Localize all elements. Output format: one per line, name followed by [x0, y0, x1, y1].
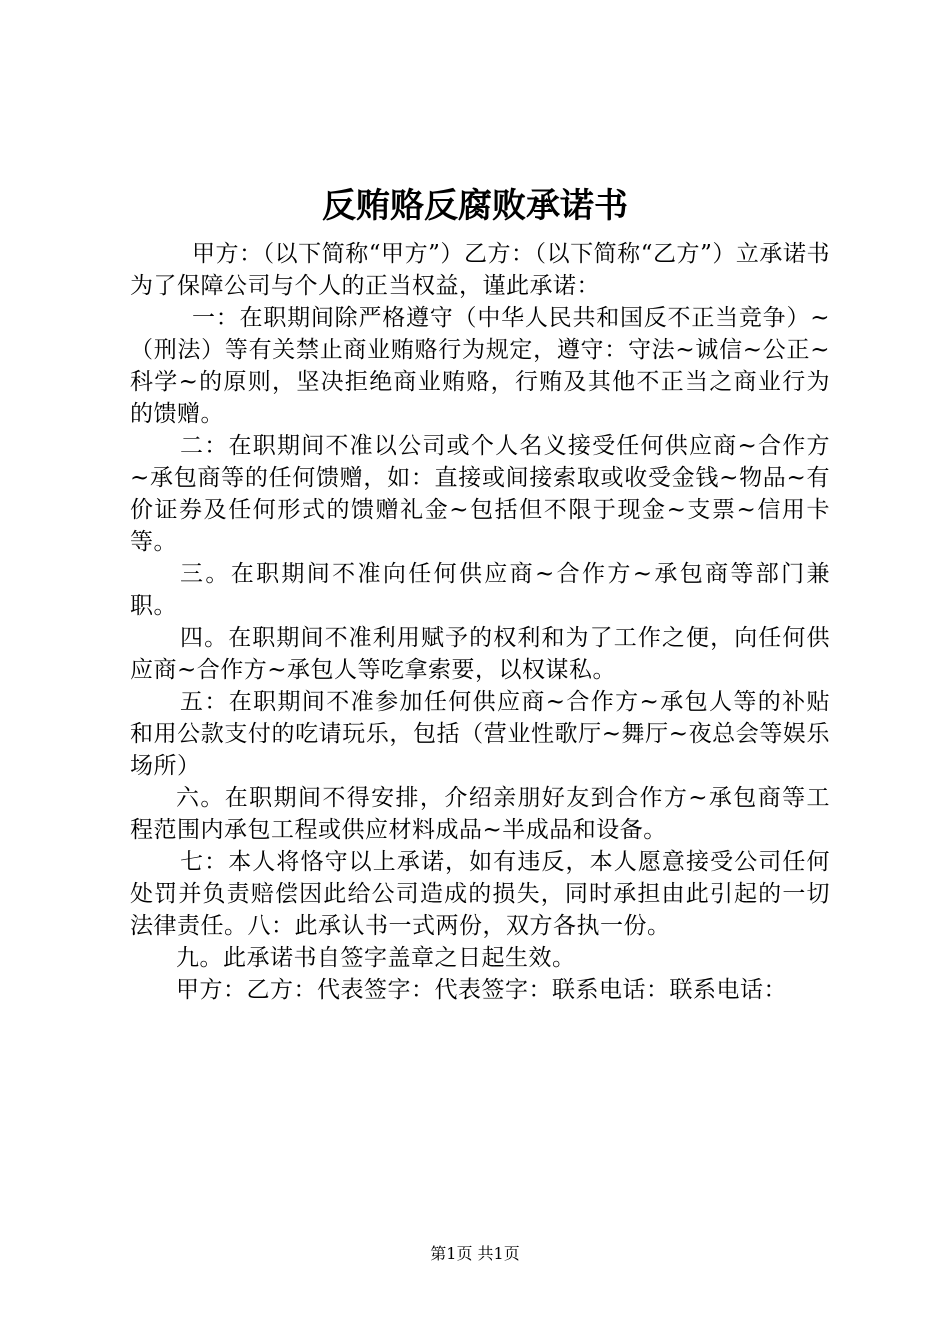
page-number-footer: 第1页 共1页 [430, 1244, 520, 1263]
paragraph-clause-6: 六。在职期间不得安排，介绍亲朋好友到合作方~承包商等工程范围内承包工程或供应材料成品~半成品和设备。 [130, 785, 830, 843]
document-title: 反贿赂反腐败承诺书 [322, 186, 628, 226]
paragraph-clause-2: 二：在职期间不准以公司或个人名义接受任何供应商~合作方~承包商等的任何馈赠，如：直接或间接索取或收受金钱~物品~有价证券及任何形式的馈赠礼金~包括但不限于现金~支票~信用卡等。 [130, 433, 830, 555]
document-body [130, 238, 830, 1006]
paragraph-clause-7-8: 七：本人将恪守以上承诺，如有违反，本人愿意接受公司任何处罚并负责赔偿因此给公司造成的损失，同时承担由此引起的一切法律责任。八：此承认书一式两份，双方各执一份。 [130, 849, 830, 939]
paragraph-parties: 甲方：（以下简称“甲方”）乙方：（以下简称“乙方”）立承诺书为了保障公司与个人的正当权益，谨此承诺： [130, 241, 830, 299]
paragraph-clause-3: 三。在职期间不准向任何供应商~合作方~承包商等部门兼职。 [130, 561, 830, 619]
paragraph-clause-4: 四。在职期间不准利用赋予的权利和为了工作之便，向任何供应商~合作方~承包人等吃拿索要，以权谋私。 [130, 625, 830, 683]
paragraph-clause-9: 九。此承诺书自签字盖章之日起生效。 [176, 945, 576, 971]
paragraph-clause-1: 一：在职期间除严格遵守（中华人民共和国反不正当竞争）~（刑法）等有关禁止商业贿赂行为规定，遵守：守法~诚信~公正~科学~的原则，坚决拒绝商业贿赂，行贿及其他不正当之商业行为的馈赠。 [130, 305, 830, 427]
paragraph-clause-5: 五：在职期间不准参加任何供应商~合作方~承包人等的补贴和用公款支付的吃请玩乐，包括（营业性歌厅~舞厅~夜总会等娱乐场所） [130, 689, 830, 779]
signature-line: 甲方：乙方：代表签字：代表签字：联系电话：联系电话： [176, 977, 787, 1003]
